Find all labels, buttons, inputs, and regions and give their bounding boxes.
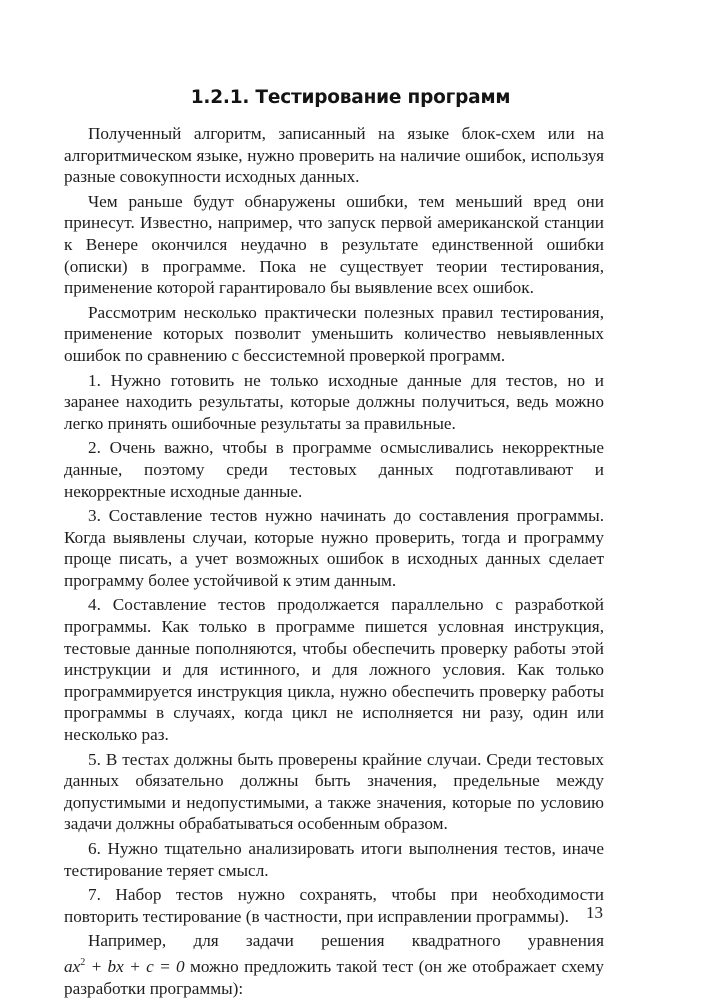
paragraph-example (64, 930, 604, 999)
rule-4: 4. Составление тестов продолжается параллельно с разработкой программы. Как только в программе пишется условная инструкция, тестовые данные пополняются, чтобы обеспечить проверку работы этой инструкции и для истинного, и для ложного условия. Как только программируется инструкция цикла, нужно обеспечить проверку работы программы в случаях, когда цикл не исполняется ни разу, один или несколько раз. (64, 595, 604, 745)
rule-2: 2. Очень важно, чтобы в программе осмысливались некорректные данные, поэтому среди тестовых данных подготавливают и некорректные исходные данные. (64, 438, 604, 501)
formula-ax: ax (64, 956, 81, 976)
rule-6: 6. Нужно тщательно анализировать итоги выполнения тестов, иначе тестирование теряет смысл. (64, 839, 604, 880)
body-text (64, 123, 604, 999)
page-number: 13 (586, 903, 603, 922)
rule-1: 1. Нужно готовить не только исходные данные для тестов, но и заранее находить результаты, которые должны получиться, ведь можно легко принять ошибочные результаты за правильные. (64, 370, 604, 433)
example-text-end: можно предложить такой тест (он же отображает схему разработки программы): (64, 956, 605, 998)
example-text-start: Например, для задачи решения квадратного уравнения (88, 931, 604, 951)
rule-5: 5. В тестах должны быть проверены крайние случаи. Среди тестовых данных обязательно должны быть значения, предельные между допустимыми и недопустимыми, а также значения, которые по условию задачи должны обрабатываться особенным образом. (64, 749, 604, 834)
section-heading: 1.2.1. Тестирование программ (190, 87, 511, 108)
rule-3: 3. Составление тестов нужно начинать до составления программы. Когда выявлены случаи, которые нужно проверить, тогда и программу проще писать, а учет возможных ошибок в исходных данных сделает программу более устойчивой к этим данным. (64, 506, 604, 590)
paragraph-intro: Полученный алгоритм, записанный на языке блок-схем или на алгоритмическом языке, нужно проверить на наличие ошибок, используя разные совокупности исходных данных. (64, 124, 604, 187)
paragraph-rules-intro: Рассмотрим несколько практически полезных правил тестирования, применение которых позволит уменьшить количество невыявленных ошибок по сравнению с бессистемной проверкой программ. (64, 302, 604, 365)
quadratic-equation-formula (64, 957, 185, 976)
paragraph-errors: Чем раньше будут обнаружены ошибки, тем меньший вред они принесут. Известно, например, что запуск первой американской станции к Венере окончился неудачно в результате единственной ошибки (описки) в программе. Пока не существует теории тестирования, применение которой гарантировало бы выявление всех ошибок. (64, 191, 604, 298)
formula-rest: + bx + c = 0 (85, 956, 185, 976)
formula-exponent: 2 (80, 956, 86, 968)
rule-7: 7. Набор тестов нужно сохранять, чтобы при необходимости повторить тестирование (в частности, при исправлении программы). (64, 885, 604, 926)
